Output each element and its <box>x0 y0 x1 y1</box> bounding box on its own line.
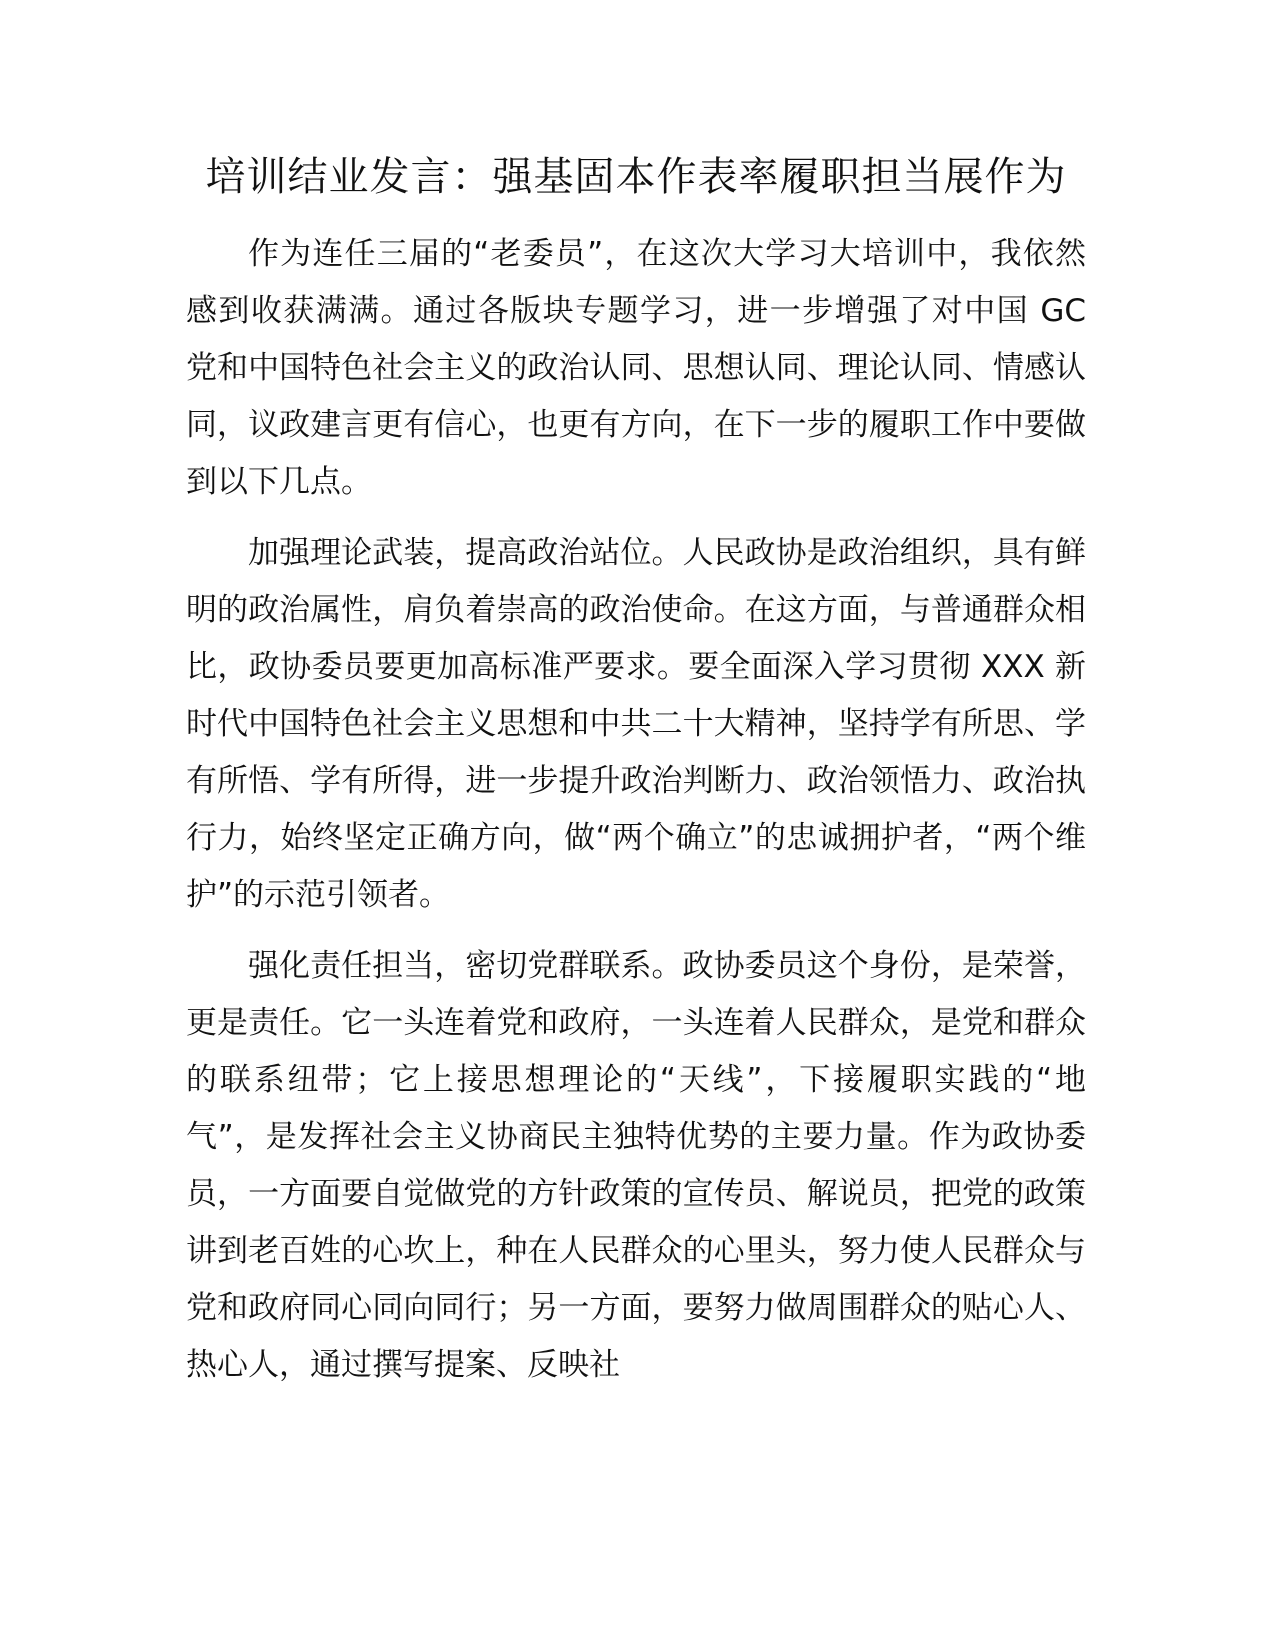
document-title: 培训结业发言：强基固本作表率履职担当展作为 <box>205 154 1067 200</box>
paragraph-intro: 作为连任三届的“老委员”，在这次大学习大培训中，我依然感到收获满满。通过各版块专题学习，进一步增强了对中国 GC 党和中国特色社会主义的政治认同、思想认同、理论认同、情感认同，议政建言更有信心，也更有方向，在下一步的履职工作中要做到以下几点。 <box>186 236 1086 500</box>
paragraph-responsibility: 强化责任担当，密切党群联系。政协委员这个身份，是荣誉，更是责任。它一头连着党和政府，一头连着人民群众，是党和群众的联系纽带；它上接思想理论的“天线”，下接履职实践的“地气”，是发挥社会主义协商民主独特优势的主要力量。作为政协委员，一方面要自觉做党的方针政策的宣传员、解说员，把党的政策讲到老百姓的心坎上，种在人民群众的心里头，努力使人民群众与党和政府同心同向同行；另一方面，要努力做周围群众的贴心人、热心人，通过撰写提案、反映社 <box>186 948 1086 1383</box>
paragraph-theory: 加强理论武装，提高政治站位。人民政协是政治组织，具有鲜明的政治属性，肩负着崇高的政治使命。在这方面，与普通群众相比，政协委员要更加高标准严要求。要全面深入学习贯彻 XXX 新时代中国特色社会主义思想和中共二十大精神，坚持学有所思、学有所悟、学有所得，进一步提升政治判断力、政治领悟力、政治执行力，始终坚定正确方向，做“两个确立”的忠诚拥护者，“两个维护”的示范引领者。 <box>186 535 1086 913</box>
document-body <box>186 148 1086 1394</box>
